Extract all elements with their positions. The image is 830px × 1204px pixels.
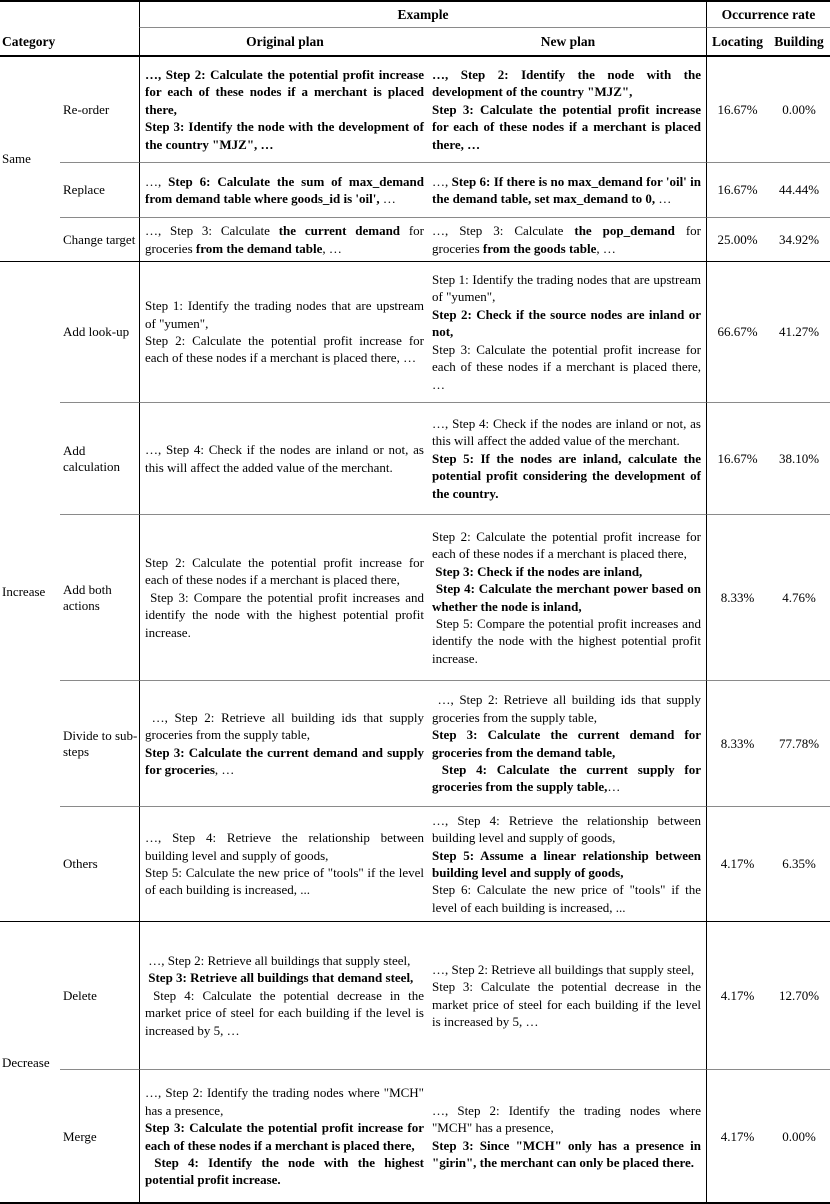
original-plan-cell	[139, 217, 430, 261]
original-plan-cell	[139, 262, 430, 402]
plan-paragraph: Step 6: Calculate the new price of "tools" if the level of each building is increased, ...	[432, 882, 701, 915]
original-plan-cell	[139, 162, 430, 217]
new-plan-cell	[430, 514, 706, 680]
plan-paragraph: …, Step 2: Calculate the potential profit increase for each of these nodes if a merchant is placed there,	[145, 66, 424, 117]
plan-paragraph: Step 5: Calculate the new price of "tools" if the level of each building is increased, ...	[145, 865, 424, 898]
header-example: Example	[139, 2, 706, 28]
plan-paragraph: …, Step 4: Retrieve the relationship between building level and supply of goods,	[145, 830, 424, 863]
subcategory-label: Divide to sub-steps	[60, 680, 139, 806]
plan-paragraph: Step 3: Calculate the current demand for groceries from the demand table,	[432, 727, 701, 760]
category-group-label: Increase	[2, 583, 46, 599]
building-rate: 0.00%	[768, 1069, 830, 1203]
plan-paragraph: Step 2: Check if the source nodes are inland or not,	[432, 306, 701, 340]
building-rate: 44.44%	[768, 162, 830, 217]
header-spacer	[0, 2, 139, 28]
plan-paragraph: Step 2: Calculate the potential profit increase for each of these nodes if a merchant is placed there, …	[145, 333, 424, 366]
locating-rate: 4.17%	[706, 1069, 768, 1203]
plan-paragraph: Step 3: Check if the nodes are inland,	[435, 563, 643, 579]
plan-paragraph: …, Step 6: If there is no max_demand for 'oil' in the demand table, set max_demand to 0, …	[432, 173, 701, 206]
building-rate: 38.10%	[768, 402, 830, 514]
locating-rate: 66.67%	[706, 262, 768, 402]
subcategory-label: Others	[60, 806, 139, 921]
building-rate: 77.78%	[768, 680, 830, 806]
plan-paragraph: Step 3: Calculate the current demand and supply for groceries, …	[145, 744, 424, 777]
original-plan-cell	[139, 514, 430, 680]
plan-paragraph: …, Step 3: Calculate the current demand for groceries from the demand table, …	[145, 223, 424, 256]
subcategory-label: Re-order	[63, 101, 110, 117]
locating-rate: 4.17%	[706, 922, 768, 1069]
new-plan-cell	[430, 922, 706, 1069]
plan-paragraph: Step 3: Retrieve all buildings that demand steel,	[148, 970, 414, 986]
category-group-label: Decrease	[2, 1054, 50, 1070]
category-group-label: Same	[2, 151, 31, 166]
plan-paragraph: Step 3: Calculate the potential profit increase for each of these nodes if a merchant is placed there,	[145, 1120, 424, 1153]
plan-paragraph: …, Step 2: Retrieve all building ids that supply groceries from the supply table,	[145, 709, 424, 743]
subcategory-label: Change target	[60, 217, 139, 261]
subcategory-label: Delete	[63, 987, 97, 1003]
original-plan-cell	[139, 57, 430, 162]
plan-paragraph: Step 5: If the nodes are inland, calculate the potential profit considering the development of the country.	[432, 450, 701, 501]
building-rate: 41.27%	[778, 324, 820, 339]
header-new-plan: New plan	[540, 33, 596, 49]
new-plan-cell	[430, 57, 706, 162]
category-group	[0, 56, 830, 261]
locating-rate: 16.67%	[706, 57, 768, 162]
locating-rate: 16.67%	[706, 402, 768, 514]
plan-paragraph: Step 3: Calculate the potential decrease in the market price of steel for each building if the level is increased by 5, …	[432, 979, 701, 1029]
new-plan-cell	[430, 402, 706, 514]
plan-paragraph: …, Step 4: Check if the nodes are inland or not, as this will affect the added value of the merchant.	[145, 442, 424, 475]
plan-paragraph: Step 3: Since "MCH" only has a presence in "girin", the merchant can only be placed there.	[432, 1137, 701, 1170]
plan-paragraph: Step 4: Calculate the current supply for groceries from the supply table,…	[432, 761, 701, 795]
plan-paragraph: …, Step 2: Identify the trading nodes where "MCH" has a presence,	[432, 1102, 701, 1136]
plan-paragraph: …, Step 3: Calculate the pop_demand for groceries from the goods table, …	[432, 223, 701, 256]
plan-paragraph: …, Step 2: Retrieve all buildings that supply steel,	[145, 952, 411, 968]
subcategory-label: Add calculation	[60, 402, 139, 514]
plan-paragraph: Step 5: Assume a linear relationship between building level and supply of goods,	[432, 847, 701, 880]
table-body	[0, 56, 830, 1203]
new-plan-cell	[430, 806, 706, 921]
header-category: Category	[2, 33, 56, 49]
subcategory-label: Replace	[60, 162, 139, 217]
plan-paragraph: Step 3: Identify the node with the development of the country "MJZ", …	[145, 119, 424, 152]
header-building: Building	[774, 33, 824, 49]
plan-paragraph: Step 3: Calculate the potential profit increase for each of these nodes if a merchant is placed there, …	[432, 101, 701, 152]
locating-rate: 16.67%	[706, 162, 768, 217]
plan-paragraph: Step 3: Calculate the potential profit increase for each of these nodes if a merchant is placed there, …	[432, 341, 701, 392]
plan-paragraph: Step 2: Calculate the potential profit increase for each of these nodes if a merchant is placed there,	[145, 554, 424, 588]
plan-paragraph: Step 4: Identify the node with the highest potential profit increase.	[145, 1154, 424, 1188]
original-plan-cell	[139, 680, 430, 806]
plan-paragraph: …, Step 2: Identify the node with the development of the country "MJZ",	[432, 66, 701, 100]
new-plan-cell	[430, 262, 706, 402]
subcategory-label: Add both actions	[60, 514, 139, 680]
plan-paragraph: Step 1: Identify the trading nodes that are upstream of "yumen",	[432, 272, 701, 305]
locating-rate: 8.33%	[706, 680, 768, 806]
original-plan-cell	[139, 1069, 430, 1203]
plan-paragraph: Step 3: Compare the potential profit increases and identify the node with the highest potential profit increase.	[145, 589, 424, 640]
plan-paragraph: Step 4: Calculate the potential decrease in the market price of steel for each building if the level is increased by 5, …	[145, 987, 424, 1038]
plan-paragraph: …, Step 2: Retrieve all buildings that supply steel,	[432, 961, 695, 977]
new-plan-cell	[430, 680, 706, 806]
plan-paragraph: …, Step 4: Check if the nodes are inland or not, as this will affect the added value of the merchant.	[432, 415, 701, 449]
locating-rate: 25.00%	[706, 217, 768, 261]
header-original-plan: Original plan	[139, 28, 430, 55]
table-header	[0, 2, 830, 56]
locating-rate: 4.17%	[706, 806, 768, 921]
building-rate: 6.35%	[768, 806, 830, 921]
original-plan-cell	[139, 922, 430, 1069]
plan-paragraph: …, Step 4: Retrieve the relationship between building level and supply of goods,	[432, 812, 701, 846]
building-rate: 0.00%	[782, 101, 816, 117]
locating-rate: 8.33%	[706, 514, 768, 680]
subcategory-label: Add look-up	[63, 324, 130, 339]
plan-paragraph: …, Step 6: Calculate the sum of max_demand from demand table where goods_id is 'oil', …	[145, 173, 425, 206]
plan-paragraph: …, Step 2: Identify the trading nodes where "MCH" has a presence,	[145, 1085, 424, 1118]
plan-paragraph: Step 4: Calculate the merchant power based on whether the node is inland,	[432, 581, 701, 614]
building-rate: 34.92%	[768, 217, 830, 261]
new-plan-cell	[430, 162, 706, 217]
plan-paragraph: Step 5: Compare the potential profit increases and identify the node with the highest potential profit increase.	[432, 615, 701, 666]
header-occurrence-rate: Occurrence rate	[706, 2, 830, 28]
original-plan-cell	[139, 402, 430, 514]
plan-paragraph: …, Step 2: Retrieve all building ids that supply groceries from the supply table,	[432, 692, 701, 725]
category-group	[0, 921, 830, 1203]
building-rate: 4.76%	[768, 514, 830, 680]
new-plan-cell	[430, 1069, 706, 1203]
building-rate: 12.70%	[778, 987, 820, 1003]
category-group	[0, 261, 830, 921]
original-plan-cell	[139, 806, 430, 921]
plan-paragraph: Step 1: Identify the trading nodes that are upstream of "yumen",	[145, 298, 424, 331]
new-plan-cell	[430, 217, 706, 261]
subcategory-label: Merge	[60, 1069, 139, 1203]
plan-paragraph: Step 2: Calculate the potential profit increase for each of these nodes if a merchant is placed there,	[432, 528, 701, 562]
header-locating: Locating	[706, 28, 768, 55]
